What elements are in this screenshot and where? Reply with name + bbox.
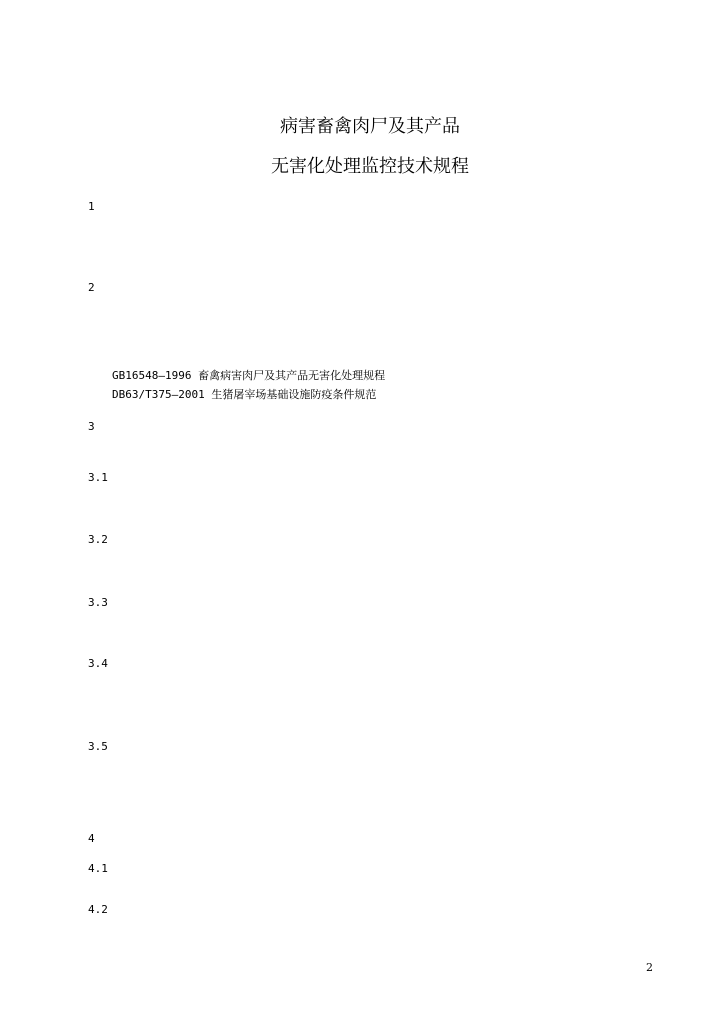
section-number: 3.4 xyxy=(88,657,108,670)
document-title-line-1: 病害畜禽肉尸及其产品 xyxy=(280,116,460,137)
section-number: 1 xyxy=(88,200,95,213)
section-number: 3.1 xyxy=(88,471,108,484)
section-number: 4.1 xyxy=(88,862,108,875)
section-number: 3 xyxy=(88,420,95,433)
normative-reference: GB16548—1996 畜禽病害肉尸及其产品无害化处理规程 xyxy=(112,369,386,382)
section-number: 3.3 xyxy=(88,596,108,609)
page-number: 2 xyxy=(646,961,653,974)
section-number: 2 xyxy=(88,281,95,294)
normative-reference: DB63/T375—2001 生猪屠宰场基础设施防疫条件规范 xyxy=(112,388,377,401)
section-number: 3.2 xyxy=(88,533,108,546)
section-number: 4.2 xyxy=(88,903,108,916)
section-number: 3.5 xyxy=(88,740,108,753)
document-title-line-2: 无害化处理监控技术规程 xyxy=(271,156,469,177)
section-number: 4 xyxy=(88,832,95,845)
